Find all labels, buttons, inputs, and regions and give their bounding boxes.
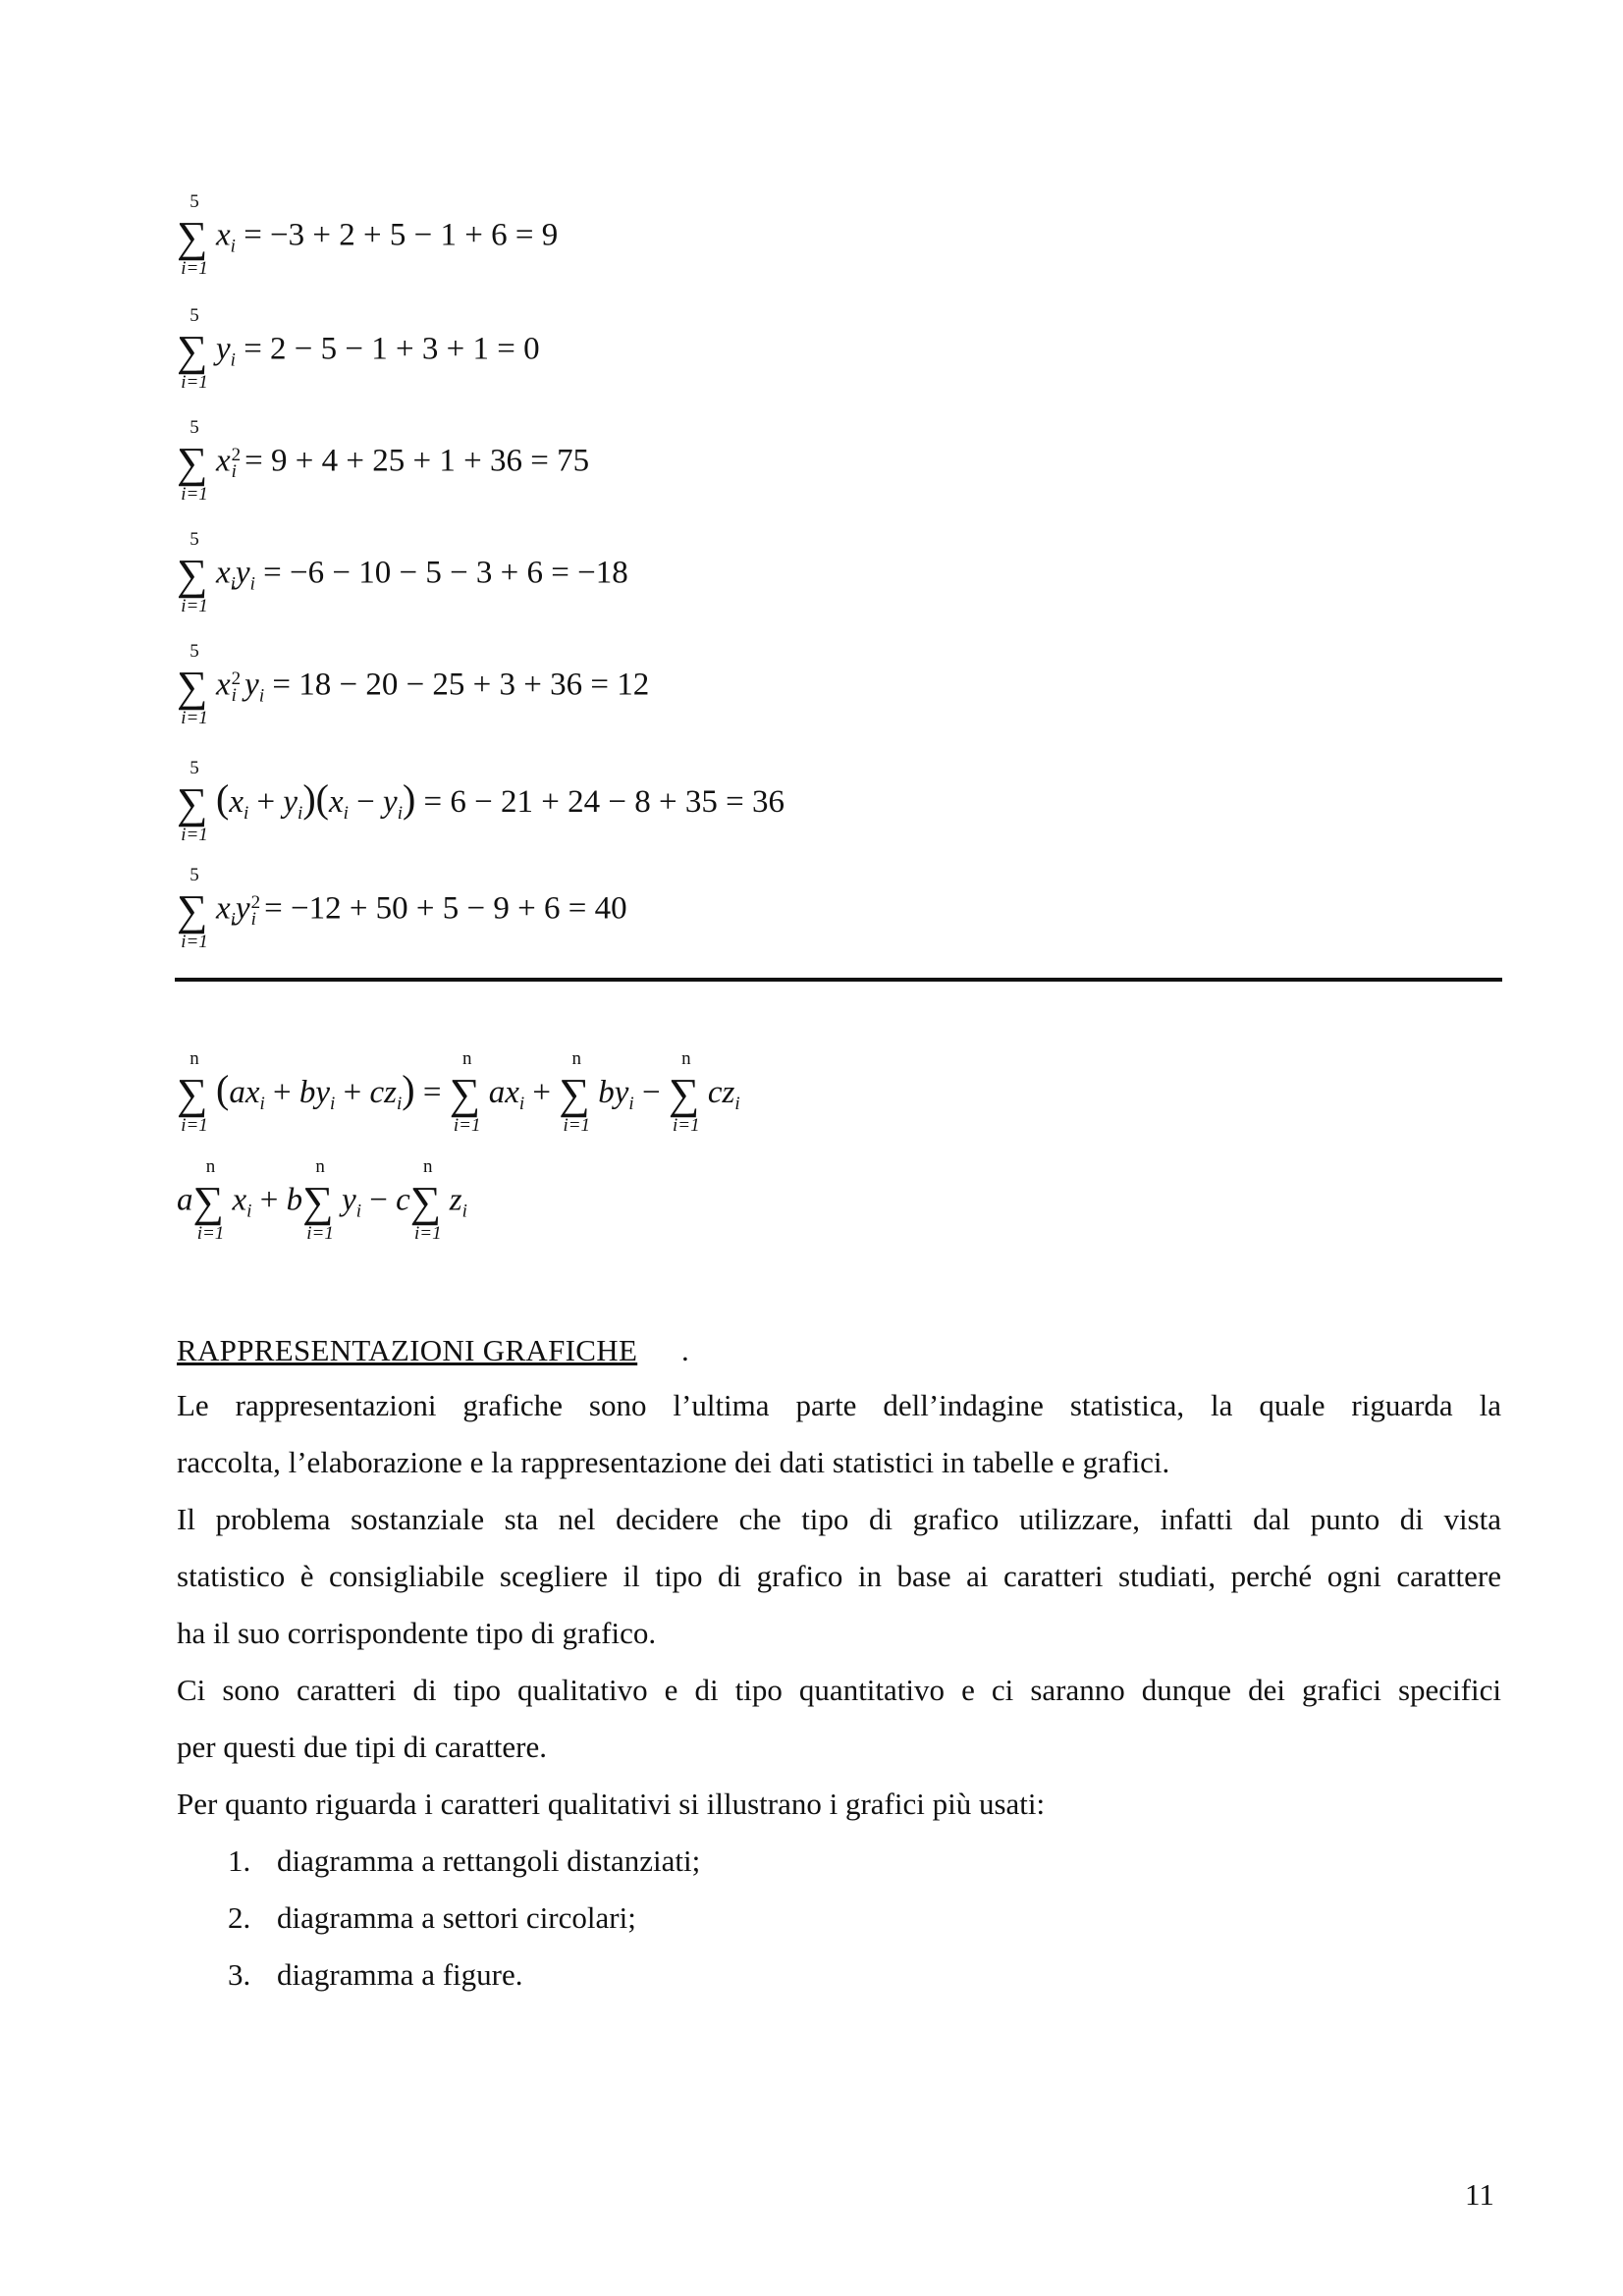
section-heading: RAPPRESENTAZIONI GRAFICHE	[177, 1333, 638, 1367]
page-number: 11	[1465, 2177, 1494, 2212]
paragraph-line: raccolta, l’elaborazione e la rappresentazione dei dati statistici in tabelle e grafici.	[177, 1445, 1170, 1479]
sigma-symbol: n ∑ i=1	[559, 1048, 591, 1137]
list-item: 1. diagramma a rettangoli distanziati;	[228, 1843, 701, 1878]
equation-linearity: n ∑ i=1 $(ax_i + by_i + cz_i)$ = n ∑ i=1 $ax_i$ + n ∑ i=1 $by_i$ − n ∑ i=1 $cz_i$	[177, 1048, 740, 1137]
paragraph-line: statistico è consigliabile scegliere il tipo di grafico in base ai caratteri studiati, perché ogni carattere	[177, 1559, 1501, 1593]
equation-sum-x-squared-y: 5 ∑ i=1 x 2 i $y_i = 18 - 20 - 25 + 3 + 36 = 12$	[177, 641, 650, 728]
paragraph-intro	[177, 1377, 1501, 1491]
sigma-symbol: n ∑ i=1	[302, 1156, 334, 1244]
paragraph-line: Le rappresentazioni grafiche sono l’ultima parte dell’indagine statistica, la quale riguarda la	[177, 1388, 1501, 1422]
sigma-symbol: 5 ∑ i=1	[177, 305, 208, 393]
equation-sum-x: 5 ∑ i=1 $x_i = -3 + 2 + 5 - 1 + 6 = 9$	[177, 191, 559, 279]
sigma-symbol: 5 ∑ i=1	[177, 865, 208, 952]
paragraph-line: Per quanto riguarda i caratteri qualitativi si illustrano i grafici più usati:	[177, 1787, 1046, 1821]
paragraph-line: ha il suo corrispondente tipo di grafico.	[177, 1616, 657, 1650]
equation-rhs: = 9 + 4 + 25 + 1 + 36 = 75	[244, 443, 590, 479]
sigma-symbol: 5 ∑ i=1	[177, 641, 208, 728]
heading-period: .	[681, 1333, 689, 1367]
equation-rhs: = 2 − 5 − 1 + 3 + 1 = 0	[243, 331, 540, 367]
paragraph-line: per questi due tipi di carattere.	[177, 1730, 548, 1764]
sigma-symbol: n ∑ i=1	[668, 1048, 700, 1137]
equation-rhs: = −6 − 10 − 5 − 3 + 6 = −18	[263, 555, 628, 591]
sigma-symbol: 5 ∑ i=1	[177, 758, 208, 846]
equation-sum-product: 5 ∑ i=1 $(x_i + y_i)(x_i - y_i) = 6 - 21 + 24 - 8 + 35 = 36$	[177, 758, 784, 846]
paragraph-types	[177, 1662, 1501, 1776]
paragraph-qualitative	[177, 1776, 1501, 1833]
sigma-symbol: 5 ∑ i=1	[177, 529, 208, 616]
equation-rhs: = 6 − 21 + 24 − 8 + 35 = 36	[423, 784, 784, 820]
horizontal-rule	[175, 978, 1502, 982]
sigma-symbol: 5 ∑ i=1	[177, 191, 208, 279]
paragraph-line: Ci sono caratteri di tipo qualitativo e di tipo quantitativo e ci saranno dunque dei grafici specifici	[177, 1673, 1501, 1707]
chart-types-list	[228, 1833, 700, 2003]
equation-sum-xy: 5 ∑ i=1 $x_iy_i = -6 - 10 - 5 - 3 + 6 = -18$	[177, 529, 628, 616]
equation-rhs: = −3 + 2 + 5 − 1 + 6 = 9	[243, 217, 559, 253]
equation-sum-x-y-squared: 5 ∑ i=1 $x_iy$ 2 i = −12 + 50 + 5 − 9 + 6 = 40	[177, 865, 627, 952]
paragraph-problem	[177, 1491, 1501, 1662]
sigma-symbol: 5 ∑ i=1	[177, 417, 208, 505]
paragraph-line: Il problema sostanziale sta nel decidere che tipo di grafico utilizzare, infatti dal punto di vista	[177, 1502, 1501, 1536]
sigma-symbol: n ∑ i=1	[449, 1048, 481, 1137]
equation-sum-x-squared: 5 ∑ i=1 x 2 i = 9 + 4 + 25 + 1 + 36 = 75	[177, 417, 590, 505]
equation-rhs: = −12 + 50 + 5 − 9 + 6 = 40	[264, 890, 627, 927]
equation-linearity-result: a n ∑ i=1 $x_i + b$ n ∑ i=1 $y_i - c$ n ∑ i=1 $z_i$	[177, 1156, 467, 1244]
sigma-symbol: n ∑ i=1	[409, 1156, 442, 1244]
sigma-symbol: n ∑ i=1	[177, 1048, 208, 1137]
equation-rhs: = 18 − 20 − 25 + 3 + 36 = 12	[272, 667, 650, 703]
list-item: 2. diagramma a settori circolari;	[228, 1900, 636, 1935]
list-item: 3. diagramma a figure.	[228, 1957, 523, 1992]
equation-sum-y: 5 ∑ i=1 $y_i = 2 - 5 - 1 + 3 + 1 = 0$	[177, 305, 540, 393]
sigma-symbol: n ∑ i=1	[192, 1156, 225, 1244]
